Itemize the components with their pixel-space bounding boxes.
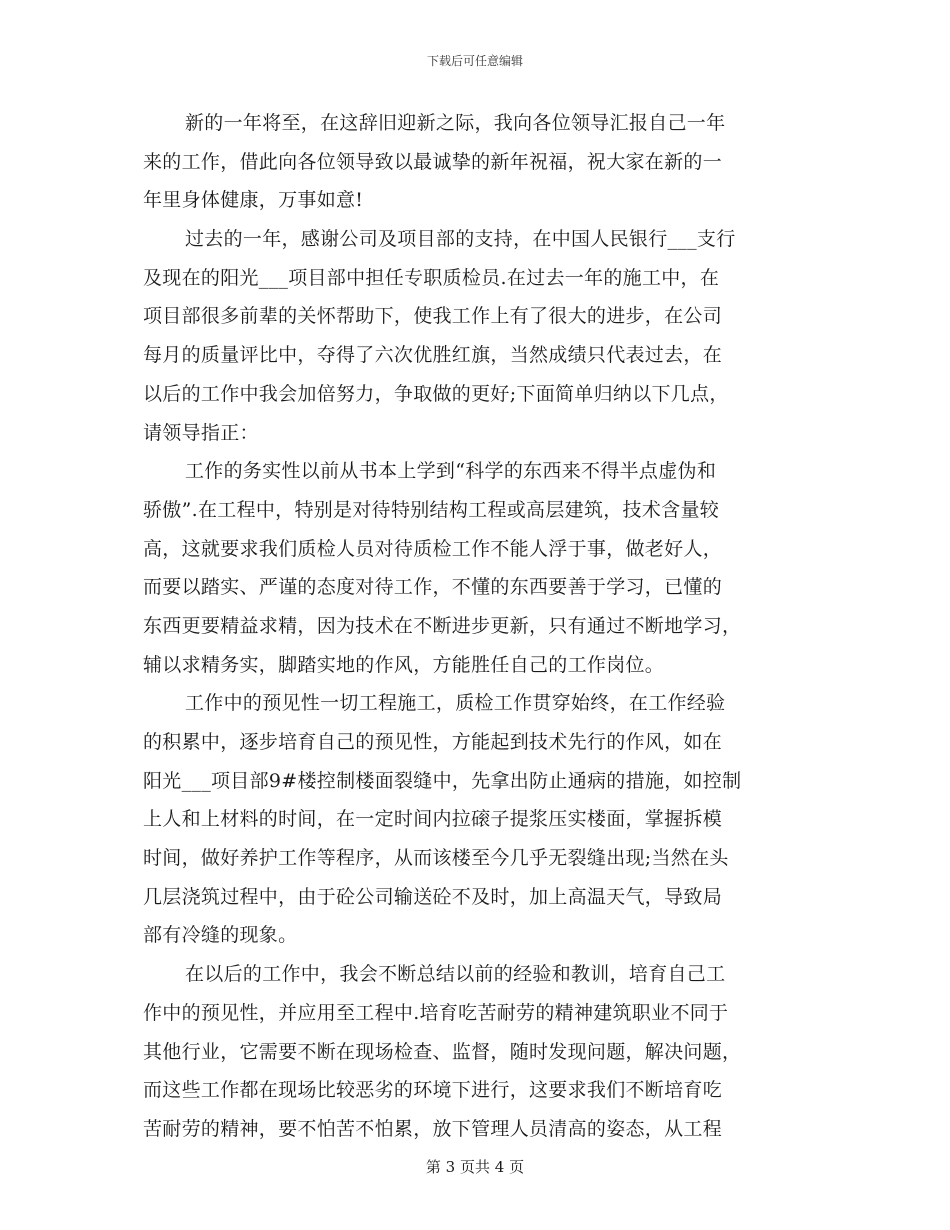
text-line: 时间，做好养护工作等程序，从而该楼至今几乎无裂缝出现;当然在头 — [143, 847, 729, 870]
text-line: 项目部很多前辈的关怀帮助下，使我工作上有了很大的进步，在公司 — [143, 305, 723, 328]
text-line: 工作中的预见性一切工程施工，质检工作贯穿始终，在工作经验 — [185, 692, 726, 715]
text-line: 上人和上材料的时间，在一定时间内拉磙子提浆压实楼面，掌握拆模 — [143, 808, 723, 831]
text-line: 其他行业，它需要不断在现场检查、监督，随时发现问题，解决问题， — [143, 1040, 742, 1063]
text-line: 工作的务实性以前从书本上学到“科学的东西来不得半点虚伪和 — [185, 460, 717, 483]
text-line: 请领导指正： — [143, 421, 259, 444]
text-line: 的积累中，逐步培育自己的预见性，方能起到技术先行的作风，如在 — [143, 731, 723, 753]
text-line: 高，这就要求我们质检人员对待质检工作不能人浮于事，做老好人， — [143, 537, 723, 560]
text-line: 东西更要精益求精，因为技术在不断进步更新，只有通过不断地学习， — [143, 614, 742, 637]
text-line: 几层浇筑过程中，由于砼公司输送砼不及时，加上高温天气，导致局 — [143, 885, 723, 908]
paragraph-2 — [143, 220, 805, 452]
text-line: 辅以求精务实，脚踏实地的作风，方能胜任自己的工作岗位。 — [143, 653, 665, 676]
page-header: 下载后可任意编辑 — [426, 54, 523, 68]
text-line: 以后的工作中我会加倍努力，争取做的更好;下面简单归纳以下几点， — [143, 382, 729, 405]
text-line: 每月的质量评比中，夺得了六次优胜红旗，当然成绩只代表过去，在 — [143, 344, 723, 367]
paragraph-5 — [143, 955, 805, 1148]
text-line: 骄傲”.在工程中，特别是对待特别结构工程或高层建筑，技术含量较 — [143, 498, 720, 521]
paragraph-3 — [143, 452, 805, 684]
text-line: 作中的预见性，并应用至工程中.培育吃苦耐劳的精神建筑职业不同于 — [143, 1001, 729, 1024]
text-line: 及现在的阳光___项目部中担任专职质检员.在过去一年的施工中，在 — [143, 266, 720, 289]
page-footer: 第 3 页共 4 页 — [425, 1158, 525, 1176]
text-line: 而要以踏实、严谨的态度对待工作，不懂的东西要善于学习，已懂的 — [143, 576, 723, 599]
text-line: 而这些工作都在现场比较恶劣的环境下进行，这要求我们不断培育吃 — [143, 1079, 723, 1102]
text-line: 新的一年将至，在这辞旧迎新之际，我向各位领导汇报自己一年 — [185, 112, 726, 134]
text-line: 在以后的工作中，我会不断总结以前的经验和教训，培育自己工 — [185, 963, 726, 986]
paragraph-4 — [143, 684, 805, 955]
text-line: 过去的一年，感谢公司及项目部的支持，在中国人民银行___支行 — [185, 228, 736, 251]
text-line: 来的工作，借此向各位领导致以最诚挚的新年祝福，祝大家在新的一 — [143, 150, 723, 173]
text-line: 部有冷缝的现象。 — [143, 924, 298, 947]
text-line: 苦耐劳的精神，要不怕苦不怕累，放下管理人员清高的姿态，从工程 — [143, 1117, 723, 1140]
paragraph-1 — [143, 104, 805, 220]
text-line: 年里身体健康，万事如意! — [143, 189, 364, 212]
text-line: 阳光___项目部9#楼控制楼面裂缝中，先拿出防止通病的措施，如控制 — [143, 769, 742, 792]
document-body — [143, 104, 805, 1149]
